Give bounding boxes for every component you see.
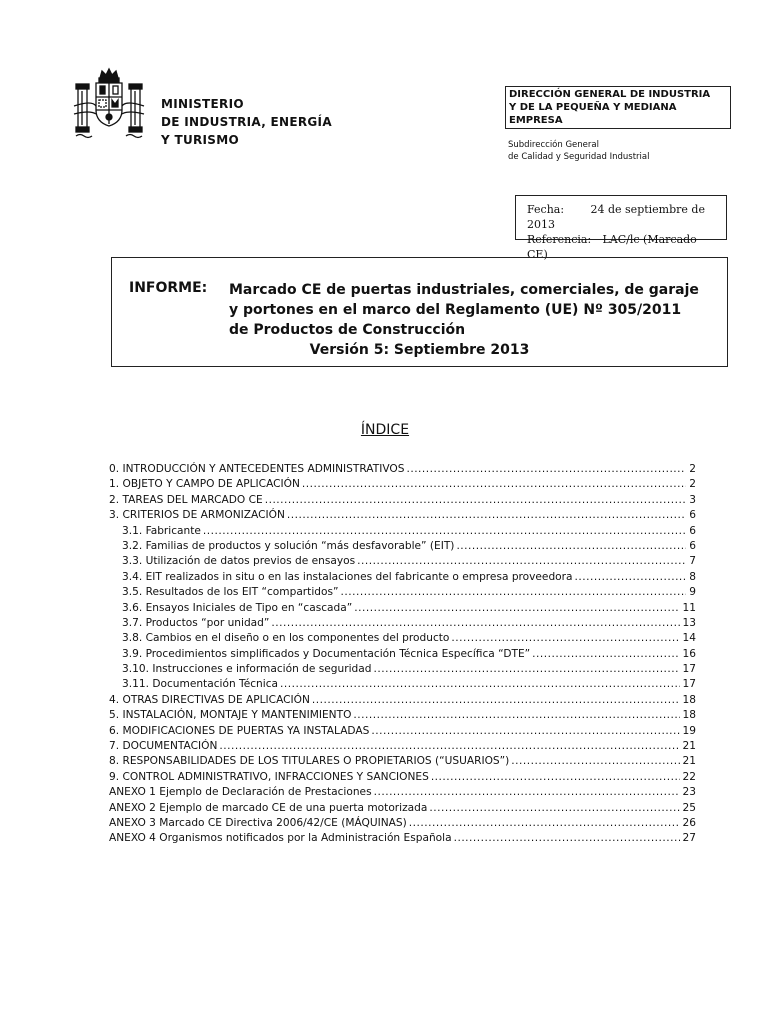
toc-entry-page: 16 bbox=[682, 647, 696, 660]
toc-entry[interactable] bbox=[109, 708, 696, 723]
toc-leader-dots bbox=[374, 662, 680, 677]
date-row bbox=[527, 202, 715, 232]
toc-leader-dots bbox=[451, 631, 679, 646]
table-of-contents bbox=[109, 462, 696, 847]
toc-leader-dots bbox=[353, 708, 679, 723]
toc-leader-dots bbox=[511, 754, 679, 769]
toc-leader-dots bbox=[280, 677, 680, 692]
toc-entry[interactable] bbox=[109, 724, 696, 739]
toc-entry-title: 3. CRITERIOS DE ARMONIZACIÓN bbox=[109, 509, 285, 522]
toc-entry-page: 6 bbox=[689, 539, 696, 552]
toc-entry-page: 21 bbox=[682, 740, 696, 753]
toc-entry[interactable] bbox=[109, 662, 696, 677]
toc-entry-page: 11 bbox=[682, 601, 696, 614]
subdirectorate-line: Subdirección General bbox=[508, 140, 599, 150]
toc-entry[interactable] bbox=[109, 631, 696, 646]
toc-entry[interactable] bbox=[109, 739, 696, 754]
toc-entry-title: 3.11. Documentación Técnica bbox=[122, 678, 279, 691]
toc-entry-title: ANEXO 3 Marcado CE Directiva 2006/42/CE (MÁQUINAS) bbox=[109, 816, 407, 829]
toc-leader-dots bbox=[265, 493, 687, 508]
report-title-line: Marcado CE de puertas industriales, comerciales, de garaje bbox=[229, 282, 699, 298]
ministry-name bbox=[161, 95, 332, 149]
toc-entry-page: 6 bbox=[689, 509, 696, 522]
toc-leader-dots bbox=[532, 647, 679, 662]
toc-entry-page: 19 bbox=[682, 724, 696, 737]
toc-entry[interactable] bbox=[109, 508, 696, 523]
toc-entry[interactable] bbox=[109, 524, 696, 539]
reference-label: Referencia: bbox=[527, 233, 592, 246]
toc-entry[interactable] bbox=[109, 493, 696, 508]
toc-entry[interactable] bbox=[109, 554, 696, 569]
date-label: Fecha: bbox=[527, 203, 565, 216]
toc-entry-page: 13 bbox=[682, 616, 696, 629]
toc-entry-title: 6. MODIFICACIONES DE PUERTAS YA INSTALADAS bbox=[109, 724, 370, 737]
report-version: Versión 5: Septiembre 2013 bbox=[309, 342, 530, 358]
toc-leader-dots bbox=[374, 785, 680, 800]
toc-entry[interactable] bbox=[109, 677, 696, 692]
subdirectorate bbox=[508, 139, 649, 163]
report-label: INFORME: bbox=[129, 280, 208, 296]
toc-entry[interactable] bbox=[109, 616, 696, 631]
toc-leader-dots bbox=[456, 539, 686, 554]
toc-entry-page: 6 bbox=[689, 524, 696, 537]
toc-entry-title: 0. INTRODUCCIÓN Y ANTECEDENTES ADMINISTRATIVOS bbox=[109, 463, 405, 475]
toc-entry[interactable] bbox=[109, 647, 696, 662]
toc-entry-page: 23 bbox=[682, 786, 696, 799]
toc-entry[interactable] bbox=[109, 539, 696, 554]
toc-entry-page: 7 bbox=[689, 555, 696, 568]
directorate-line: EMPRESA bbox=[509, 115, 563, 126]
toc-entry[interactable] bbox=[109, 816, 696, 831]
toc-entry-page: 27 bbox=[682, 832, 696, 845]
toc-entry-title: 3.4. EIT realizados in situ o en las instalaciones del fabricante o empresa proveedora bbox=[122, 570, 573, 583]
date-reference-box bbox=[515, 195, 727, 261]
toc-entry-title: 3.3. Utilización de datos previos de ensayos bbox=[122, 555, 356, 568]
toc-leader-dots bbox=[340, 585, 686, 600]
toc-entry-title: 9. CONTROL ADMINISTRATIVO, INFRACCIONES Y SANCIONES bbox=[109, 770, 429, 783]
toc-entry[interactable] bbox=[109, 785, 696, 800]
ministry-line: DE INDUSTRIA, ENERGÍA bbox=[161, 115, 332, 129]
report-title bbox=[229, 280, 709, 340]
toc-entry-page: 2 bbox=[689, 463, 696, 475]
toc-entry-title: ANEXO 4 Organismos notificados por la Administración Española bbox=[109, 832, 452, 845]
report-title-line: de Productos de Construcción bbox=[229, 322, 466, 338]
toc-entry[interactable] bbox=[109, 693, 696, 708]
toc-entry[interactable] bbox=[109, 831, 696, 846]
toc-entry-page: 18 bbox=[682, 693, 696, 706]
report-title-line: y portones en el marco del Reglamento (UE) Nº 305/2011 bbox=[229, 302, 682, 318]
toc-entry-page: 18 bbox=[682, 709, 696, 722]
toc-leader-dots bbox=[406, 462, 686, 477]
toc-entry-title: 8. RESPONSABILIDADES DE LOS TITULARES O PROPIETARIOS (“USUARIOS”) bbox=[109, 755, 510, 768]
toc-entry-page: 17 bbox=[682, 663, 696, 676]
toc-entry-page: 9 bbox=[689, 586, 696, 599]
toc-leader-dots bbox=[575, 570, 687, 585]
report-title-box bbox=[111, 257, 728, 367]
ministry-line: Y TURISMO bbox=[161, 133, 239, 147]
toc-entry[interactable] bbox=[109, 770, 696, 785]
toc-leader-dots bbox=[409, 816, 680, 831]
toc-entry-title: 3.6. Ensayos Iniciales de Tipo en “cascada” bbox=[122, 601, 353, 614]
toc-leader-dots bbox=[371, 724, 679, 739]
toc-entry-title: 3.9. Procedimientos simplificados y Documentación Técnica Específica “DTE” bbox=[122, 647, 531, 660]
toc-leader-dots bbox=[219, 739, 679, 754]
toc-entry[interactable] bbox=[109, 477, 696, 492]
toc-entry[interactable] bbox=[109, 585, 696, 600]
toc-entry-page: 22 bbox=[682, 770, 696, 783]
toc-leader-dots bbox=[354, 601, 679, 616]
toc-entry-title: 2. TAREAS DEL MARCADO CE bbox=[109, 493, 263, 506]
toc-leader-dots bbox=[271, 616, 679, 631]
toc-entry[interactable] bbox=[109, 601, 696, 616]
toc-entry-page: 26 bbox=[682, 816, 696, 829]
toc-entry-page: 3 bbox=[689, 493, 696, 506]
toc-entry-title: 3.1. Fabricante bbox=[122, 524, 201, 537]
toc-entry-page: 8 bbox=[689, 570, 696, 583]
toc-entry-title: 3.7. Productos “por unidad” bbox=[122, 616, 270, 629]
toc-leader-dots bbox=[454, 831, 680, 846]
toc-entry-title: ANEXO 1 Ejemplo de Declaración de Prestaciones bbox=[109, 786, 372, 799]
toc-entry-page: 2 bbox=[689, 478, 696, 491]
toc-leader-dots bbox=[203, 524, 686, 539]
directorate-box bbox=[505, 86, 731, 129]
toc-leader-dots bbox=[357, 554, 686, 569]
directorate-line: DIRECCIÓN GENERAL DE INDUSTRIA bbox=[509, 89, 711, 100]
toc-entry-title: 3.2. Familias de productos y solución “más desfavorable” (EIT) bbox=[122, 539, 455, 552]
toc-entry-title: 5. INSTALACIÓN, MONTAJE Y MANTENIMIENTO bbox=[109, 709, 352, 722]
toc-leader-dots bbox=[287, 508, 686, 523]
toc-entry-title: 3.10. Instrucciones e información de seguridad bbox=[122, 663, 372, 676]
toc-entry[interactable] bbox=[109, 462, 696, 477]
toc-entry[interactable] bbox=[109, 801, 696, 816]
toc-entry-title: ANEXO 2 Ejemplo de marcado CE de una puerta motorizada bbox=[109, 801, 428, 814]
date-value: 24 de septiembre de 2013 bbox=[527, 203, 705, 231]
toc-entry[interactable] bbox=[109, 570, 696, 585]
toc-entry-page: 14 bbox=[682, 632, 696, 645]
toc-leader-dots bbox=[431, 770, 680, 785]
directorate-line: Y DE LA PEQUEÑA Y MEDIANA bbox=[509, 102, 677, 113]
toc-entry-page: 21 bbox=[682, 755, 696, 768]
toc-leader-dots bbox=[312, 693, 680, 708]
ministry-line: MINISTERIO bbox=[161, 97, 244, 111]
coat-of-arms-icon bbox=[72, 66, 146, 144]
toc-entry-page: 17 bbox=[682, 678, 696, 691]
toc-entry-title: 3.5. Resultados de los EIT “compartidos” bbox=[122, 586, 339, 599]
toc-entry-title: 1. OBJETO Y CAMPO DE APLICACIÓN bbox=[109, 478, 300, 491]
subdirectorate-line: de Calidad y Seguridad Industrial bbox=[508, 152, 650, 162]
index-heading: ÍNDICE bbox=[360, 422, 410, 438]
reference-value: LAC/lc (Marcado CE) bbox=[527, 233, 697, 261]
toc-entry-title: 3.8. Cambios en el diseño o en los componentes del producto bbox=[122, 632, 450, 645]
toc-entry-title: 4. OTRAS DIRECTIVAS DE APLICACIÓN bbox=[109, 693, 310, 706]
toc-leader-dots bbox=[302, 477, 686, 492]
toc-entry[interactable] bbox=[109, 754, 696, 769]
toc-entry-title: 7. DOCUMENTACIÓN bbox=[109, 740, 218, 753]
toc-leader-dots bbox=[429, 801, 679, 816]
toc-entry-page: 25 bbox=[682, 801, 696, 814]
